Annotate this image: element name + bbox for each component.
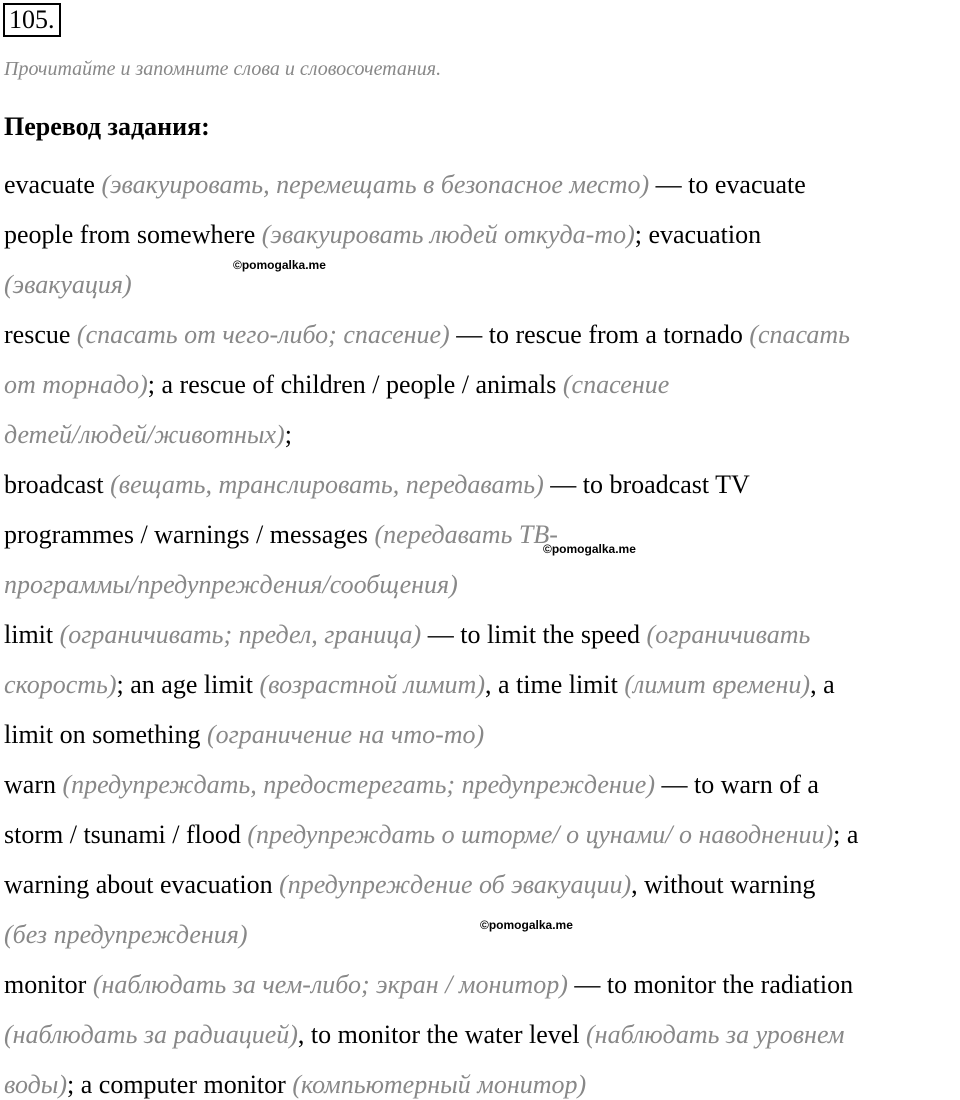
english-text: ; an age limit bbox=[116, 670, 260, 699]
translation-text: (спасать от чего-либо; спасение) bbox=[76, 320, 450, 349]
english-text: warning about evacuation bbox=[4, 870, 280, 899]
text-line bbox=[4, 620, 810, 650]
english-text: ; a rescue of children / people / animals bbox=[147, 370, 563, 399]
translation-text: детей/людей/животных) bbox=[4, 420, 285, 449]
english-text: — to monitor the radiation bbox=[567, 970, 854, 999]
text-line bbox=[4, 420, 292, 450]
translation-text: (наблюдать за уровнем bbox=[586, 1020, 845, 1049]
translation-text: (вещать, транслировать, передавать) bbox=[110, 470, 544, 499]
translation-text: (спасать bbox=[749, 320, 851, 349]
translation-text: программы/предупреждения/сообщения) bbox=[4, 570, 458, 599]
text-line bbox=[4, 720, 484, 750]
task-number: 105. bbox=[3, 3, 61, 37]
translation-text: (ограничивать; предел, граница) bbox=[59, 620, 422, 649]
english-text: rescue bbox=[4, 320, 77, 349]
english-text: , a bbox=[810, 670, 835, 699]
english-text: ; bbox=[284, 420, 292, 449]
text-line bbox=[4, 170, 806, 200]
english-text: broadcast bbox=[4, 470, 111, 499]
english-text: monitor bbox=[4, 970, 93, 999]
translation-text: (эвакуировать, перемещать в безопасное место) bbox=[101, 170, 650, 199]
english-text: ; a computer monitor bbox=[67, 1070, 293, 1099]
text-line bbox=[4, 570, 458, 600]
english-text: — to rescue from a tornado bbox=[449, 320, 750, 349]
english-text: , to monitor the water level bbox=[297, 1020, 587, 1049]
english-text: people from somewhere bbox=[4, 220, 262, 249]
translation-text: (предупреждение об эвакуации) bbox=[279, 870, 632, 899]
translation-text: (компьютерный монитор) bbox=[292, 1070, 587, 1099]
english-text: — to limit the speed bbox=[421, 620, 647, 649]
translation-text: (спасение bbox=[562, 370, 670, 399]
translation-text: скорость) bbox=[4, 670, 117, 699]
translation-heading: Перевод задания: bbox=[4, 112, 210, 141]
english-text: storm / tsunami / flood bbox=[4, 820, 248, 849]
watermark: ©pomogalka.me bbox=[543, 542, 636, 556]
text-line bbox=[4, 870, 815, 900]
watermark: ©pomogalka.me bbox=[233, 258, 326, 272]
text-line bbox=[4, 970, 853, 1000]
translation-text: (эвакуация) bbox=[4, 270, 132, 299]
translation-text: (передавать ТВ- bbox=[374, 520, 558, 549]
english-text: limit bbox=[4, 620, 60, 649]
english-text: programmes / warnings / messages bbox=[4, 520, 375, 549]
translation-text: (наблюдать за радиацией) bbox=[4, 1020, 298, 1049]
translation-text: от торнадо) bbox=[4, 370, 148, 399]
text-line bbox=[4, 670, 835, 700]
watermark: ©pomogalka.me bbox=[480, 918, 573, 932]
text-line bbox=[4, 370, 669, 400]
text-line bbox=[4, 220, 761, 250]
translation-text: (возрастной лимит) bbox=[259, 670, 485, 699]
translation-text: (ограничивать bbox=[646, 620, 811, 649]
text-line bbox=[4, 270, 132, 300]
english-text: — to evacuate bbox=[649, 170, 806, 199]
text-line bbox=[4, 820, 858, 850]
text-line bbox=[4, 520, 558, 550]
english-text: — to warn of a bbox=[655, 770, 819, 799]
translation-text: (предупреждать, предостерегать; предупреждение) bbox=[62, 770, 655, 799]
english-text: warn bbox=[4, 770, 63, 799]
text-line bbox=[4, 770, 819, 800]
translation-text: (наблюдать за чем-либо; экран / монитор) bbox=[92, 970, 568, 999]
task-instruction: Прочитайте и запомните слова и словосочетания. bbox=[4, 58, 442, 80]
english-text: , a time limit bbox=[484, 670, 625, 699]
english-text: , without warning bbox=[631, 870, 816, 899]
translation-text: (предупреждать о шторме/ о цунами/ о наводнении) bbox=[247, 820, 834, 849]
translation-text: (ограничение на что-то) bbox=[206, 720, 485, 749]
translation-text: (без предупреждения) bbox=[4, 920, 248, 949]
translation-text: (лимит времени) bbox=[624, 670, 811, 699]
english-text: limit on something bbox=[4, 720, 207, 749]
english-text: ; evacuation bbox=[634, 220, 762, 249]
translation-text: (эвакуировать людей откуда-то) bbox=[261, 220, 635, 249]
english-text: evacuate bbox=[4, 170, 102, 199]
translation-text: воды) bbox=[4, 1070, 68, 1099]
text-line bbox=[4, 320, 850, 350]
text-line bbox=[4, 1070, 586, 1100]
text-line bbox=[4, 920, 248, 950]
text-line bbox=[4, 1020, 844, 1050]
text-line bbox=[4, 470, 750, 500]
english-text: ; a bbox=[833, 820, 859, 849]
english-text: — to broadcast TV bbox=[543, 470, 750, 499]
